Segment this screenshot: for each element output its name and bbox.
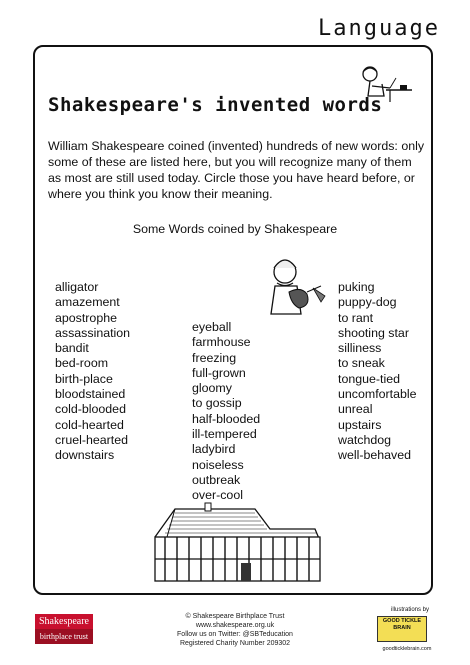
word-item[interactable]: upstairs [338, 417, 382, 432]
word-item[interactable]: ladybird [192, 442, 236, 457]
word-item[interactable]: cold-blooded [55, 402, 126, 417]
word-item[interactable]: downstairs [55, 448, 115, 463]
footer-twitter[interactable]: Follow us on Twitter: @SBTeducation [177, 631, 293, 638]
word-item[interactable]: over-cool [192, 488, 243, 503]
word-item[interactable]: noiseless [192, 457, 244, 472]
footer-charity: Registered Charity Number 209302 [179, 640, 291, 647]
shakespeare-with-dog-icon [255, 252, 327, 318]
good-tickle-brain-logo[interactable]: GOOD TICKLE BRAIN [377, 616, 427, 642]
illustrations-label: illustrations by [390, 607, 429, 613]
word-list-title: Some Words coined by Shakespeare [132, 222, 338, 236]
word-item[interactable]: puppy-dog [338, 295, 397, 310]
word-item[interactable]: cold-hearted [55, 417, 124, 432]
word-item[interactable]: bed-room [55, 356, 109, 371]
word-item[interactable]: uncomfortable [338, 387, 417, 402]
word-item[interactable]: ill-tempered [192, 427, 257, 442]
word-item[interactable]: apostrophe [55, 310, 118, 325]
good-tickle-brain-url[interactable]: goodticklebrain.com [382, 646, 432, 652]
word-item[interactable]: watchdog [338, 432, 392, 447]
word-item[interactable]: assassination [55, 325, 131, 340]
word-item[interactable]: bloodstained [55, 387, 126, 402]
word-column-3 [338, 280, 417, 464]
sbt-logo[interactable] [35, 614, 93, 644]
word-item[interactable]: birth-place [55, 371, 113, 386]
word-item[interactable]: tongue-tied [338, 371, 401, 386]
word-item[interactable]: bandit [55, 341, 89, 356]
word-item[interactable]: farmhouse [192, 335, 251, 350]
word-item[interactable]: gloomy [192, 381, 232, 396]
section-title: Language [318, 16, 440, 41]
word-item[interactable]: to sneak [338, 356, 385, 371]
footer-credits [140, 612, 330, 648]
word-item[interactable]: freezing [192, 350, 237, 365]
word-item[interactable]: full-grown [192, 365, 246, 380]
word-item[interactable]: puking [338, 280, 375, 294]
sbt-logo-top: Shakespeare [35, 614, 93, 629]
footer-copyright: © Shakespeare Birthplace Trust [185, 613, 285, 620]
word-item[interactable]: half-blooded [192, 411, 261, 426]
intro-paragraph: William Shakespeare coined (invented) hundreds of new words: only some of these are listed here, but you will recognize many of them as most are still used today. Circle those you have heard before, or where you think you know their meaning. [48, 139, 425, 201]
word-item[interactable]: alligator [55, 280, 99, 294]
word-item[interactable]: eyeball [192, 320, 232, 334]
word-item[interactable]: to gossip [192, 396, 242, 411]
word-item[interactable]: shooting star [338, 325, 409, 340]
word-item[interactable]: cruel-hearted [55, 432, 129, 447]
sbt-logo-bottom: birthplace trust [35, 629, 93, 644]
word-item[interactable]: to rant [338, 310, 374, 325]
page-heading: Shakespeare's invented words [48, 94, 383, 116]
birthplace-house-icon [145, 497, 325, 587]
word-item[interactable]: outbreak [192, 472, 241, 487]
word-item[interactable]: unreal [338, 402, 373, 417]
footer-website[interactable]: www.shakespeare.org.uk [195, 622, 275, 629]
word-item[interactable]: silliness [338, 341, 382, 356]
word-column-2 [192, 320, 260, 504]
word-column-1 [55, 280, 130, 464]
word-item[interactable]: amazement [55, 295, 120, 310]
word-item[interactable]: well-behaved [338, 448, 412, 463]
